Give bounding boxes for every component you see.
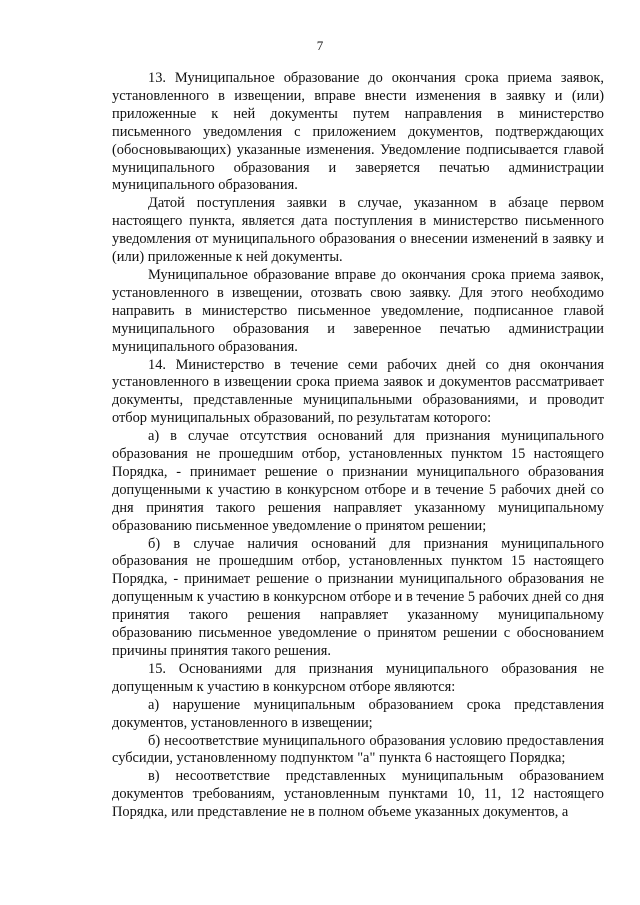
document-body bbox=[112, 70, 604, 822]
paragraph-14-b: б) в случае наличия оснований для признания муниципального образования не прошедшим отбор, установленных пунктом 15 настоящего Порядка, - принимает решение о признании муниципального образования не допущенным к участию в конкурсном отборе и в течение 5 рабочих дней со дня принятия такого решения направляет указанному муниципальному образованию письменное уведомление о принятом решении с обоснованием причины принятия такого решения. bbox=[112, 535, 604, 659]
paragraph-14-a: а) в случае отсутствия оснований для признания муниципального образования не прошедшим отбор, установленных пунктом 15 настоящего Порядка, - принимает решение о признании муниципального образования допущенными к участию в конкурсном отборе и в течение 5 рабочих дней со дня принятия такого решения направляет указанному муниципальному образованию письменное уведомление о принятом решении; bbox=[112, 428, 604, 534]
paragraph-15-b: б) несоответствие муниципального образования условию предоставления субсидии, установленному подпунктом "а" пункта 6 настоящего Порядка; bbox=[112, 732, 604, 767]
paragraph-13: 13. Муниципальное образование до окончания срока приема заявок, установленного в извещении, вправе внести изменения в заявку и (или) приложенные к ней документы путем направления в министерство письменного уведомления с приложением документов, подтверждающих (обосновывающих) указанные изменения. Уведомление подписывается главой муниципального образования и заверяется печатью администрации муниципального образования. bbox=[112, 70, 604, 194]
paragraph-15-v: в) несоответствие представленных муниципальным образованием документов требованиям, установленным пунктами 10, 11, 12 настоящего Порядка, или представление не в полном объеме указанных документов, а bbox=[112, 768, 604, 821]
paragraph-15: 15. Основаниями для признания муниципального образования не допущенным к участию в конкурсном отборе являются: bbox=[112, 660, 604, 695]
paragraph-15-a: а) нарушение муниципальным образованием срока представления документов, установленного в извещении; bbox=[112, 696, 604, 731]
page-number: 7 bbox=[316, 38, 324, 53]
paragraph-14: 14. Министерство в течение семи рабочих дней со дня окончания установленного в извещении срока приема заявок и документов рассматривает документы, представленные муниципальными образованиями, и проводит отбор муниципальных образований, по результатам которого: bbox=[112, 356, 604, 427]
paragraph-13-withdrawal: Муниципальное образование вправе до окончания срока приема заявок, установленного в извещении, отозвать свою заявку. Для этого необходимо направить в министерство письменное уведомление, подписанное главой муниципального образования и заверенное печатью администрации муниципального образования. bbox=[112, 266, 604, 355]
paragraph-13-receipt-date: Датой поступления заявки в случае, указанном в абзаце первом настоящего пункта, является дата поступления в министерство письменного уведомления от муниципального образования о внесении изменений в заявку и (или) приложенные к ней документы. bbox=[112, 195, 604, 266]
